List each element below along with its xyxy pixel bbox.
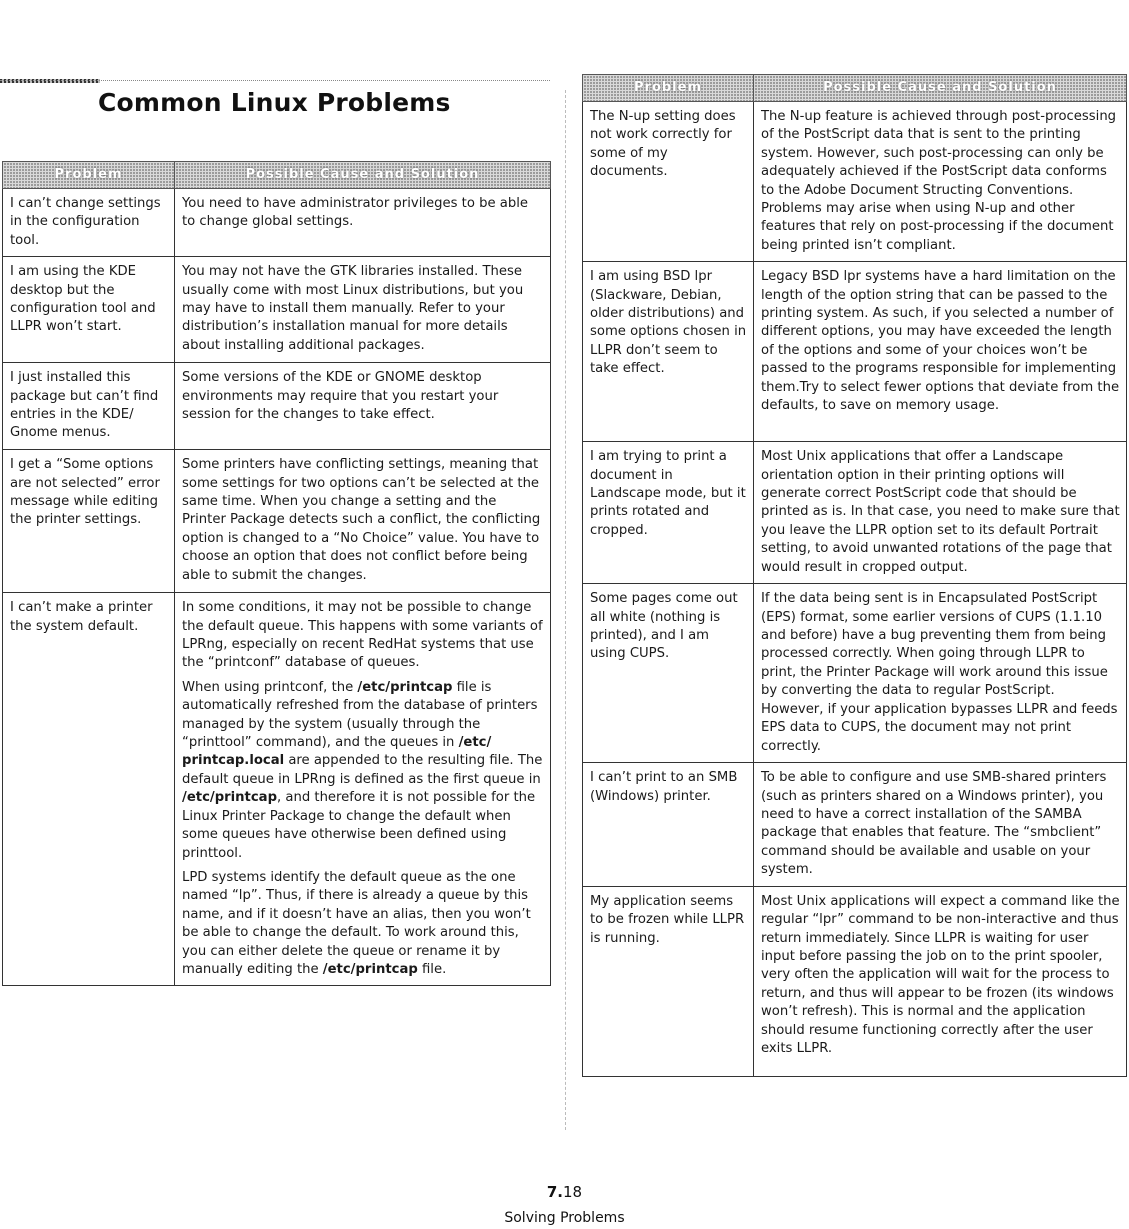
table-row [583, 262, 1127, 442]
text-run: are appended to the resulting file. The default queue in LPRng is defined as the first queue in [182, 753, 543, 787]
column-divider [565, 90, 566, 1130]
solution-cell [175, 363, 551, 450]
table-row [583, 442, 1127, 584]
page-within-chapter: 18 [563, 1183, 583, 1201]
text-run: file. [417, 961, 447, 977]
solution-text: You may not have the GTK libraries installed. These usually come with most Linux distributions, but you may have to install them manually. Refer to your distribution’s installation manual for more details about installing additional packages. [182, 264, 524, 353]
problem-cell: My application seems to be frozen while LLPR is running. [583, 886, 754, 1076]
text-run: , and therefore it is not possible for the Linux Printer Package to change the default when some queues have otherwise been defined using printtool. [182, 790, 536, 861]
solution-text [182, 869, 544, 979]
table-row [583, 886, 1127, 1076]
problem-cell: I can’t make a printer the system default. [3, 593, 175, 986]
solution-text: You need to have administrator privileges to be able to change global settings. [182, 196, 529, 230]
problem-cell: I can’t print to an SMB (Windows) printer. [583, 763, 754, 886]
solution-text: In some conditions, it may not be possible to change the default queue. This happens with some variants of LPRng, especially on recent RedHat systems that use the “printconf” database of queues. [182, 600, 543, 671]
file-path: /etc/printcap [357, 679, 453, 695]
solution-cell: To be able to configure and use SMB-shared printers (such as printers shared on a Windows printer), you need to have a correct installation of the SAMBA package that enables that feature. The “smbclient” command should be available and usable on your system. [754, 763, 1127, 886]
problem-cell: The N-up setting does not work correctly for some of my documents. [583, 102, 754, 262]
problem-cell: I get a “Some options are not selected” error message while editing the printer settings. [3, 450, 175, 593]
section-label: Solving Problems [504, 1210, 625, 1226]
solution-cell: If the data being sent is in Encapsulated PostScript (EPS) format, some earlier versions of CUPS (1.1.10 and before) have a bug preventing them from being processed correctly. When going through LLPR to print, the Printer Package will work around this issue by converting the data to regular PostScript. However, if your application bypasses LLPR and feeds EPS data to CUPS, the document may not print correctly. [754, 584, 1127, 763]
table-row [3, 257, 551, 363]
table-header-row [3, 162, 551, 189]
column-header-problem: Problem [583, 75, 754, 102]
problem-cell: Some pages come out all white (nothing is printed), and I am using CUPS. [583, 584, 754, 763]
problems-table-right [582, 74, 1127, 1077]
column-header-solution: Possible Cause and Solution [754, 75, 1127, 102]
solution-cell: The N-up feature is achieved through post-processing of the PostScript data that is sent to the printing system. However, such post-processing can only be adequately achieved if the PostScript data conforms to the Adobe Document Structing Conventions. Problems may arise when using N-up and other features that rely on post-processing if the document being printed isn’t compliant. [754, 102, 1127, 262]
solution-text: Some printers have conflicting settings, meaning that some settings for two options can’t be selected at the same time. When you change a setting and the Printer Package detects such a conflict, the conflicting option is changed to a “No Choice” value. You have to choose an option that does not conflict before being able to submit the changes. [182, 457, 541, 583]
problems-table-left [2, 161, 551, 986]
problem-cell: I am using BSD lpr (Slackware, Debian, older distributions) and some options chosen in LLPR don’t seem to take effect. [583, 262, 754, 442]
solution-text: Some versions of the KDE or GNOME desktop environments may require that you restart your session for the changes to take effect. [182, 370, 499, 423]
problem-cell: I am using the KDE desktop but the configuration tool and LLPR won’t start. [3, 257, 175, 363]
page-number [0, 1183, 1129, 1201]
table-row [583, 102, 1127, 262]
text-run: When using printconf, the [182, 679, 358, 695]
problem-cell: I just installed this package but can’t find entries in the KDE/ Gnome menus. [3, 363, 175, 450]
table-header-row [583, 75, 1127, 102]
table-row [3, 189, 551, 257]
file-path: /etc/printcap [182, 790, 278, 806]
problem-cell: I am trying to print a document in Landscape mode, but it prints rotated and cropped. [583, 442, 754, 584]
column-header-problem: Problem [3, 162, 175, 189]
solution-cell: Most Unix applications that offer a Landscape orientation option in their printing options will generate correct PostScript code that should be printed as is. In that case, you need to make sure that you leave the LLPR option set to its default Portrait setting, to avoid unwanted rotations of the page that would result in cropped output. [754, 442, 1127, 584]
solution-cell [175, 189, 551, 257]
page-title: Common Linux Problems [98, 88, 451, 117]
text-run: LPD systems identify the default queue as the one named “lp”. Thus, if there is already a queue by this name, and if it doesn’t have an alias, then you won’t be able to change the default. To work around this, you can either delete the queue or rename it by manually editing the [182, 869, 531, 977]
solution-cell: Legacy BSD lpr systems have a hard limitation on the length of the option string that can be passed to the printing system. As such, if you selected a number of different options, you may have exceeded the length of the options and some of your choices won’t be passed to the programs responsible for implementing them.Try to select fewer options that deviate from the defaults, to save on memory usage. [754, 262, 1127, 442]
table-row [583, 763, 1127, 886]
column-header-solution: Possible Cause and Solution [175, 162, 551, 189]
solution-cell: Most Unix applications will expect a command like the regular “lpr” command to be non-interactive and thus return immediately. Since LLPR is waiting for user input before passing the job on to the print spooler, very often the application will wait for the process to return, and thus will appear to be frozen (its windows won’t refresh). This is normal and the application should resume functioning correctly after the user exits LLPR. [754, 886, 1127, 1076]
text-run: file is automatically refreshed from the database of printers managed by the system (usually through the “printtool” command), and the queues in [182, 679, 538, 751]
problem-cell: I can’t change settings in the configuration tool. [3, 189, 175, 257]
file-path: /etc/ printcap.local [182, 735, 492, 769]
solution-cell [175, 593, 551, 986]
header-rule [0, 80, 550, 81]
chapter-number: 7. [546, 1183, 564, 1201]
solution-cell [175, 257, 551, 363]
table-row [3, 593, 551, 986]
solution-text [182, 679, 544, 863]
file-path: /etc/printcap [322, 961, 418, 977]
table-row [583, 584, 1127, 763]
table-row [3, 450, 551, 593]
solution-cell [175, 450, 551, 593]
table-row [3, 363, 551, 450]
